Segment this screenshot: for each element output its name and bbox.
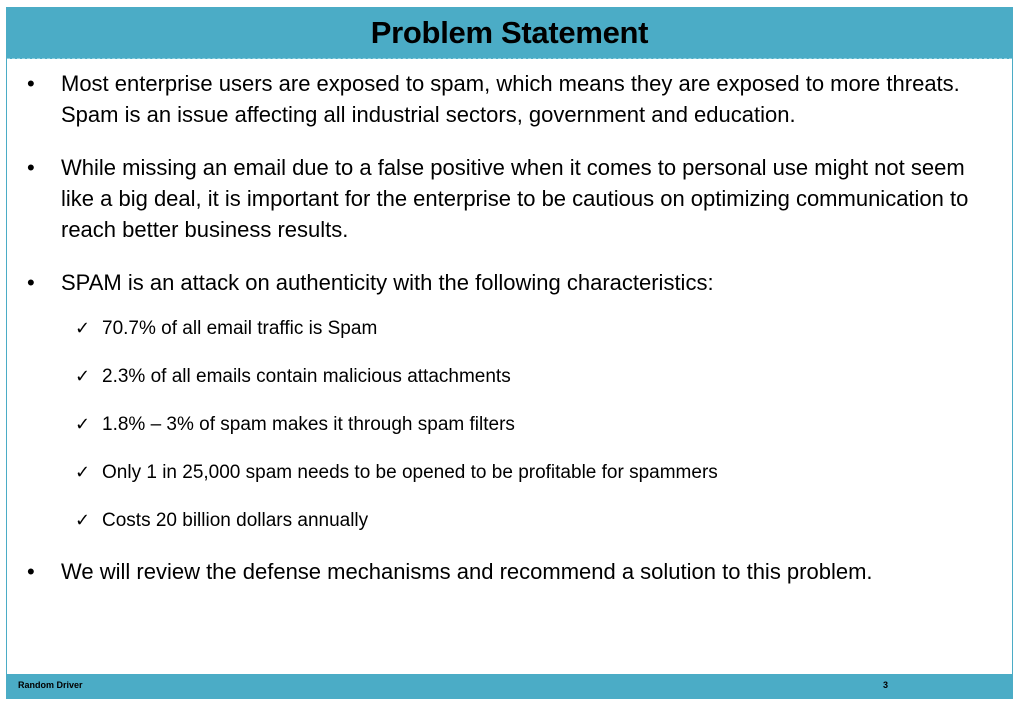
characteristic-text: Costs 20 billion dollars annually: [102, 510, 369, 531]
page-number: 3: [883, 680, 889, 690]
characteristics-list: [7, 316, 1012, 534]
footer-author: Random Driver: [18, 680, 83, 690]
characteristic-item: [7, 460, 1012, 486]
bullet-icon: •: [27, 270, 35, 295]
checkmark-icon: ✓: [75, 510, 91, 530]
slide: [6, 7, 1013, 699]
slide-content: [7, 68, 1012, 609]
bullet-icon: •: [27, 71, 35, 96]
bullet-text: Most enterprise users are exposed to spam, which means they are exposed to more threats. Spam is an issue affecting all industrial sectors, government and education.: [61, 71, 960, 127]
characteristic-text: 70.7% of all email traffic is Spam: [102, 318, 378, 339]
characteristic-item: [7, 412, 1012, 438]
bullet-text: While missing an email due to a false positive when it comes to personal use might not seem like a big deal, it is important for the enterprise to be cautious on optimizing communication to reach better business results.: [61, 155, 969, 242]
bullet-item: [7, 267, 1012, 298]
checkmark-icon: ✓: [75, 366, 91, 386]
bullet-item: [7, 556, 1012, 587]
bullet-text: We will review the defense mechanisms and recommend a solution to this problem.: [61, 559, 873, 584]
bullet-icon: •: [27, 559, 35, 584]
slide-title: Problem Statement: [370, 15, 649, 50]
bullet-item: [7, 68, 1012, 130]
bullet-item: [7, 152, 1012, 245]
checkmark-icon: ✓: [75, 318, 91, 338]
characteristic-item: [7, 364, 1012, 390]
characteristic-item: [7, 316, 1012, 342]
bullet-text: SPAM is an attack on authenticity with the following characteristics:: [61, 270, 714, 295]
bullet-icon: •: [27, 155, 35, 180]
title-bar: [7, 8, 1012, 59]
characteristic-text: 2.3% of all emails contain malicious attachments: [102, 366, 511, 387]
footer-bar: [7, 674, 1012, 698]
characteristic-text: Only 1 in 25,000 spam needs to be opened to be profitable for spammers: [102, 462, 718, 483]
checkmark-icon: ✓: [75, 462, 91, 482]
characteristic-text: 1.8% – 3% of spam makes it through spam filters: [102, 414, 515, 435]
checkmark-icon: ✓: [75, 414, 91, 434]
characteristic-item: [7, 508, 1012, 534]
